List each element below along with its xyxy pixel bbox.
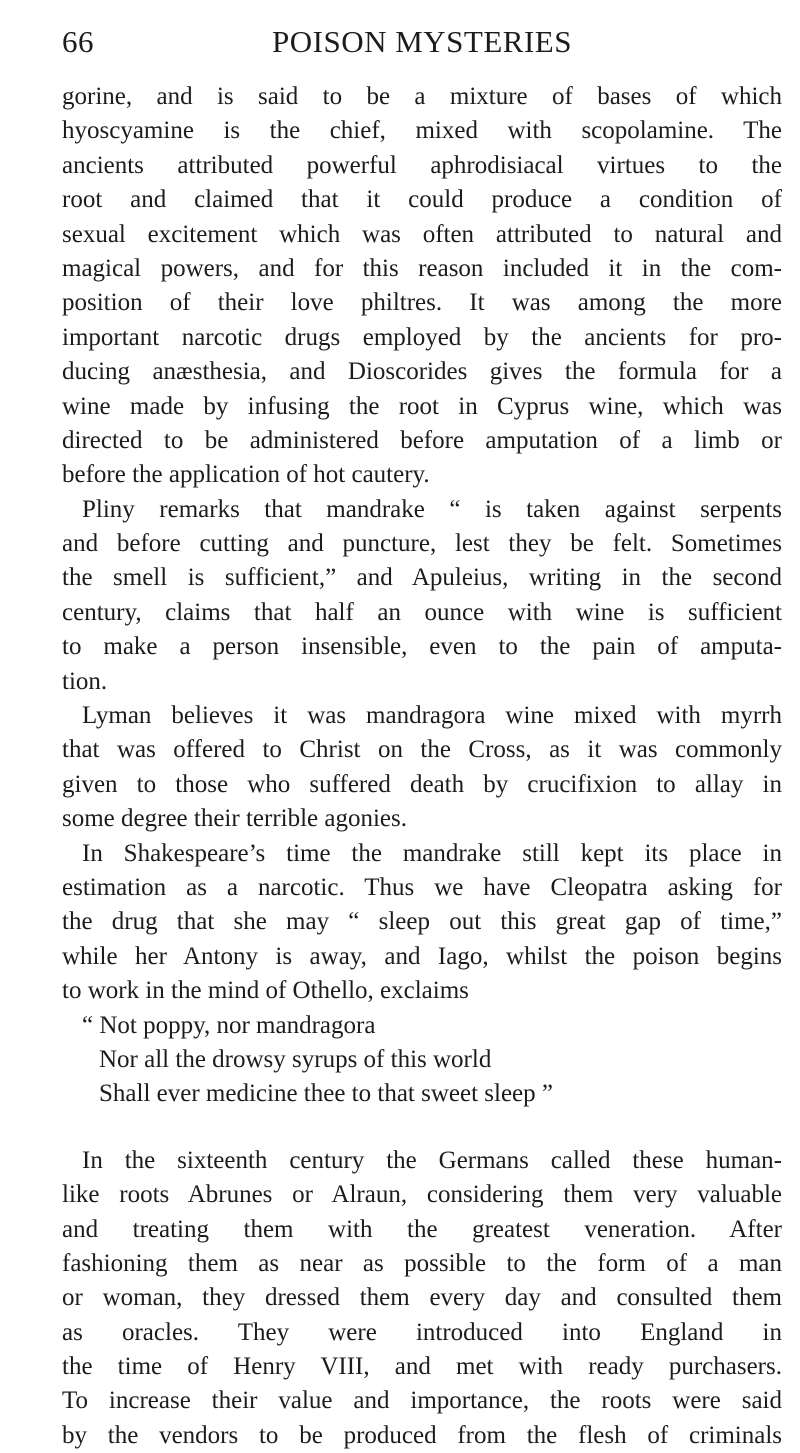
othello-quotation [62, 1009, 782, 1112]
text-line: the smell is sufficient,” and Apuleius, writing in the second [62, 564, 782, 592]
text-line: hyoscyamine is the chief, mixed with scopolamine. The [62, 117, 782, 145]
paragraph-sixteenth-century [62, 1144, 782, 1453]
text-line: magical powers, and for this reason included it in the com- [62, 254, 782, 282]
running-title: POISON MYSTERIES [272, 24, 572, 59]
text-line: and treating them with the greatest veneration. After [62, 1215, 782, 1243]
running-head [62, 18, 782, 66]
text-line: given to those who suffered death by crucifixion to allay in [62, 770, 782, 798]
text-line: In Shakespeare’s time the mandrake still kept its place in [82, 839, 782, 867]
text-line: the drug that she may “ sleep out this great gap of time,” [62, 908, 782, 936]
text-line: the time of Henry VIII, and met with ready purchasers. [62, 1353, 782, 1381]
text-line: root and claimed that it could produce a condition of [62, 186, 782, 214]
text-line: Pliny remarks that mandrake “ is taken against serpents [82, 495, 782, 523]
text-line: sexual excitement which was often attributed to natural and [62, 220, 782, 248]
text-line: fashioning them as near as possible to the form of a man [62, 1249, 782, 1277]
book-page [62, 18, 782, 1453]
paragraph-shakespeare [62, 837, 782, 1009]
paragraph-gorine [62, 80, 782, 493]
text-line: as oracles. They were introduced into England in [62, 1318, 782, 1346]
text-line: To increase their value and importance, the roots were said [62, 1387, 782, 1415]
text-line: tion. [62, 667, 108, 695]
paragraph-lyman [62, 699, 782, 837]
text-line: to make a person insensible, even to the pain of amputa- [62, 633, 782, 661]
text-line: and before cutting and puncture, lest they be felt. Sometimes [62, 530, 782, 558]
text-line: to work in the mind of Othello, exclaims [62, 977, 469, 1005]
text-line: directed to be administered before amputation of a limb or [62, 426, 782, 454]
text-line: some degree their terrible agonies. [62, 805, 407, 833]
quote-line: “ Not poppy, nor mandragora [82, 1011, 376, 1039]
text-line: century, claims that half an ounce with wine is sufficient [62, 598, 782, 626]
text-line: or woman, they dressed them every day and consulted them [62, 1284, 782, 1312]
text-line: ancients attributed powerful aphrodisiacal virtues to the [62, 151, 782, 179]
page-number: 66 [62, 24, 94, 59]
quote-line: Nor all the drowsy syrups of this world [99, 1045, 492, 1073]
text-line: important narcotic drugs employed by the ancients for pro- [62, 323, 782, 351]
text-line: estimation as a narcotic. Thus we have Cleopatra asking for [62, 873, 782, 901]
text-line: In the sixteenth century the Germans called these human- [82, 1146, 782, 1174]
paragraph-pliny [62, 493, 782, 699]
text-line: like roots Abrunes or Alraun, considering them very valuable [62, 1181, 782, 1209]
quote-line: Shall ever medicine thee to that sweet sleep ” [99, 1080, 553, 1108]
text-line: position of their love philtres. It was among the more [62, 289, 782, 317]
text-line: ducing anæsthesia, and Dioscorides gives the formula for a [62, 358, 782, 386]
text-line: by the vendors to be produced from the flesh of criminals [62, 1421, 782, 1449]
text-line: while her Antony is away, and Iago, whilst the poison begins [62, 942, 782, 970]
text-line: Lyman believes it was mandragora wine mixed with myrrh [82, 702, 782, 730]
text-line: wine made by infusing the root in Cyprus wine, which was [62, 392, 782, 420]
text-line: before the application of hot cautery. [62, 461, 430, 489]
body-text [62, 80, 782, 1453]
text-line: that was offered to Christ on the Cross, as it was commonly [62, 736, 782, 764]
section-gap [62, 1112, 782, 1144]
text-line: gorine, and is said to be a mixture of bases of which [62, 83, 782, 110]
